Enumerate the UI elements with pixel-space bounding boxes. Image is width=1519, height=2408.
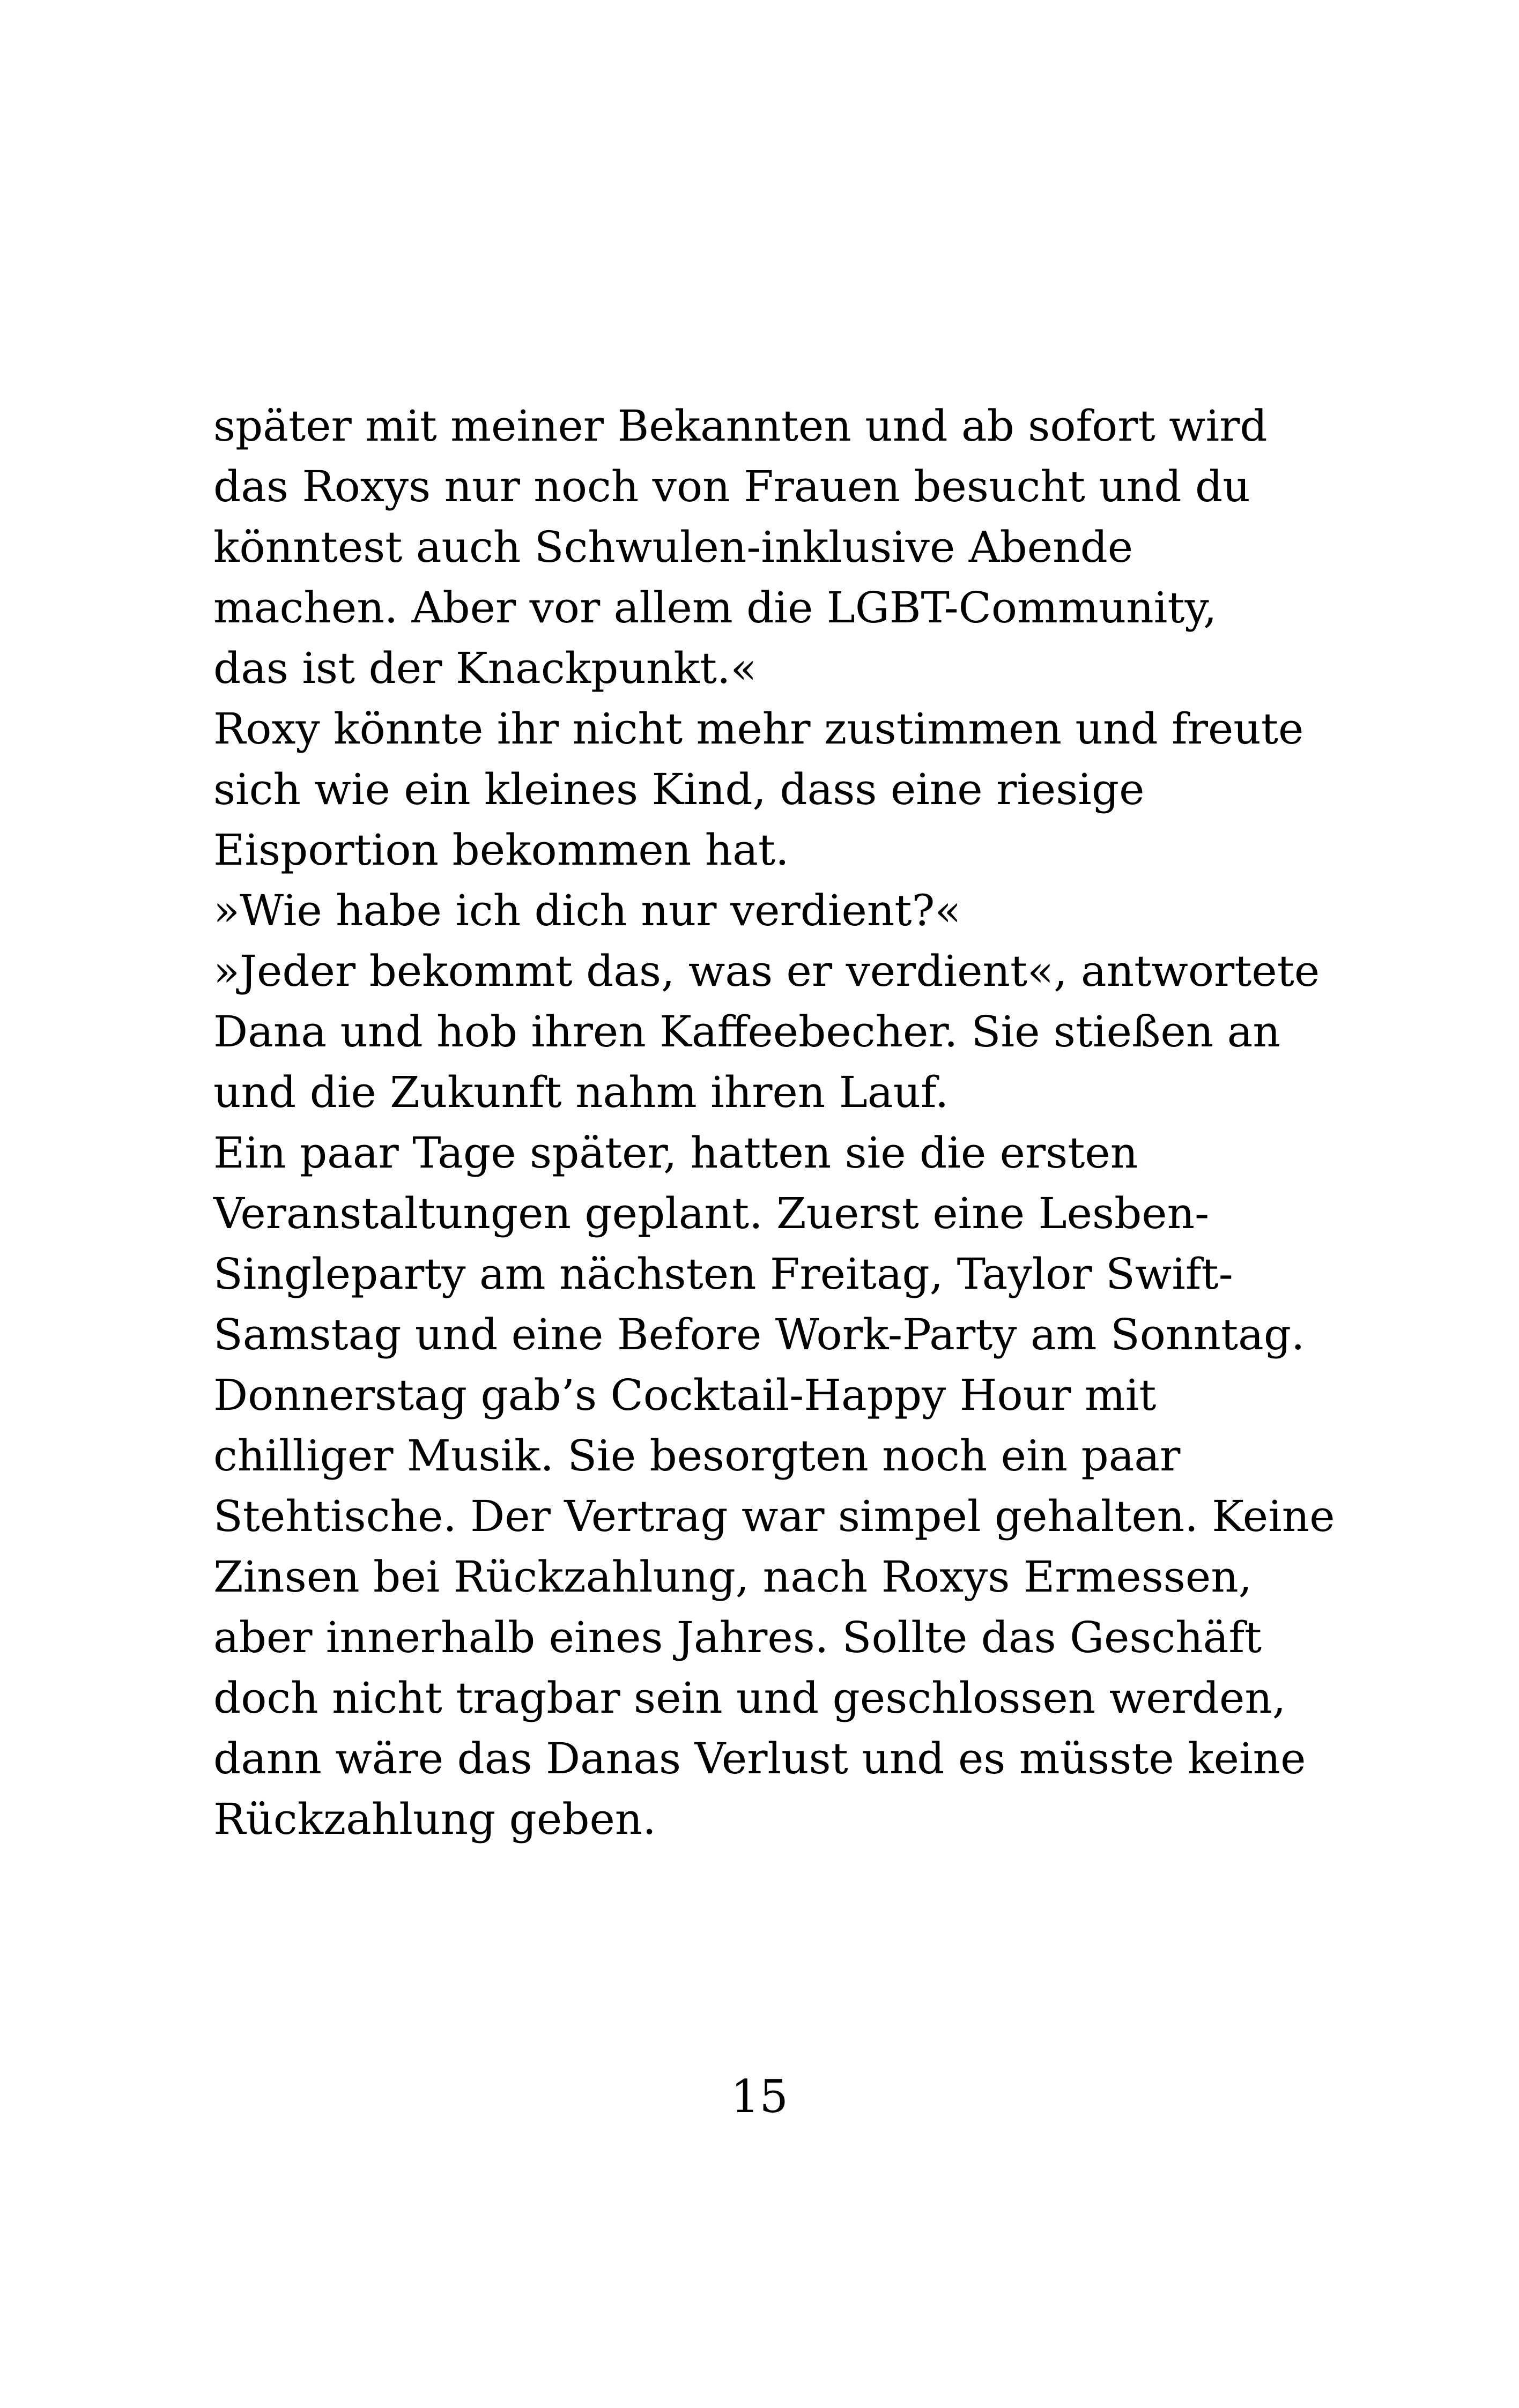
text-line: Ein paar Tage später, hatten sie die ersten bbox=[213, 1128, 1138, 1178]
text-line: »Wie habe ich dich nur verdient?« bbox=[213, 886, 961, 935]
text-line: »Jeder bekommt das, was er verdient«, antwortete bbox=[213, 946, 1320, 996]
text-line: später mit meiner Bekannten und ab sofort wird bbox=[213, 401, 1268, 451]
text-line: Zinsen bei Rückzahlung, nach Roxys Ermessen, bbox=[213, 1552, 1253, 1602]
text-line: machen. Aber vor allem die LGBT-Community, bbox=[213, 583, 1217, 633]
text-line: Dana und hob ihren Kaffeebecher. Sie stießen an bbox=[213, 1007, 1280, 1057]
text-line: das Roxys nur noch von Frauen besucht und du bbox=[213, 462, 1250, 511]
text-line: Singleparty am nächsten Freitag, Taylor Swift- bbox=[213, 1249, 1233, 1299]
text-line: aber innerhalb eines Jahres. Sollte das Geschäft bbox=[213, 1612, 1262, 1662]
text-line: Rückzahlung geben. bbox=[213, 1794, 656, 1844]
text-line: sich wie ein kleines Kind, dass eine riesige bbox=[213, 764, 1145, 814]
text-line: und die Zukunft nahm ihren Lauf. bbox=[213, 1067, 949, 1117]
text-line: Roxy könnte ihr nicht mehr zustimmen und freute bbox=[213, 704, 1304, 754]
text-line: das ist der Knackpunkt.« bbox=[213, 643, 757, 693]
text-line: Eisportion bekommen hat. bbox=[213, 825, 789, 875]
text-line: Stehtische. Der Vertrag war simpel gehalten. Keine bbox=[213, 1491, 1335, 1541]
text-line: Donnerstag gab’s Cocktail-Happy Hour mit bbox=[213, 1370, 1157, 1420]
text-line: chilliger Musik. Sie besorgten noch ein paar bbox=[213, 1431, 1181, 1481]
body-text bbox=[213, 396, 1339, 1849]
page-number: 15 bbox=[731, 2070, 788, 2123]
text-line: dann wäre das Danas Verlust und es müsste keine bbox=[213, 1734, 1306, 1783]
text-line: doch nicht tragbar sein und geschlossen werden, bbox=[213, 1673, 1286, 1723]
text-line: Veranstaltungen geplant. Zuerst eine Lesben- bbox=[213, 1188, 1210, 1238]
text-line: Samstag und eine Before Work-Party am Sonntag. bbox=[213, 1310, 1305, 1359]
text-line: könntest auch Schwulen-inklusive Abende bbox=[213, 522, 1133, 572]
